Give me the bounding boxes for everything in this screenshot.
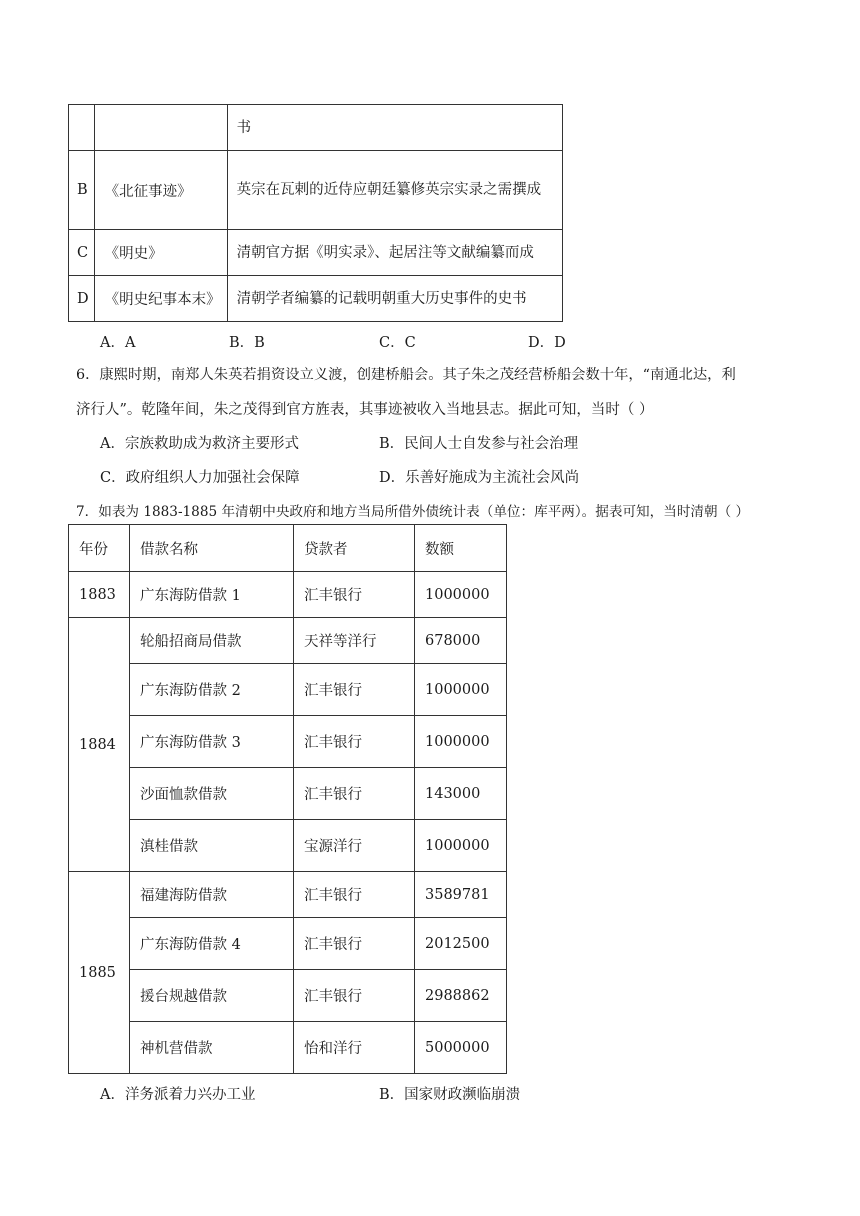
lender-cell: 怡和洋行 — [294, 1022, 415, 1074]
table-header-row — [69, 525, 507, 572]
q5-option-c[interactable]: C．C — [379, 335, 416, 351]
lender-cell: 汇丰银行 — [294, 768, 415, 820]
loan-name-cell: 轮船招商局借款 — [130, 618, 294, 664]
table-row — [69, 768, 507, 820]
year-cell: 1884 — [69, 618, 130, 872]
loan-name-cell: 广东海防借款 4 — [130, 918, 294, 970]
amount-cell: 1000000 — [415, 716, 507, 768]
book-title-cell: 《明史》 — [94, 230, 227, 276]
lender-cell: 汇丰银行 — [294, 970, 415, 1022]
lender-cell: 汇丰银行 — [294, 918, 415, 970]
q5-option-a[interactable]: A．A — [100, 335, 136, 351]
amount-cell: 5000000 — [415, 1022, 507, 1074]
description-cell: 书 — [227, 105, 562, 151]
loan-name-cell: 神机营借款 — [130, 1022, 294, 1074]
q6-option-d[interactable]: D．乐善好施成为主流社会风尚 — [379, 470, 580, 486]
loan-name-cell: 广东海防借款 2 — [130, 664, 294, 716]
option-label-cell: C — [69, 230, 95, 276]
table-row — [69, 970, 507, 1022]
table-row — [69, 820, 507, 872]
book-title-cell — [94, 105, 227, 151]
table-row — [69, 716, 507, 768]
q7-option-a[interactable]: A．洋务派着力兴办工业 — [100, 1087, 256, 1103]
q6-stem-line2: 济行人”。乾隆年间，朱之茂得到官方旌表，其事迹被收入当地县志。据此可知，当时（ ） — [76, 402, 654, 418]
year-cell: 1885 — [69, 872, 130, 1074]
q5-table — [68, 104, 563, 322]
q6-option-a[interactable]: A．宗族救助成为救济主要形式 — [100, 436, 299, 452]
year-cell: 1883 — [69, 572, 130, 618]
loan-name-cell: 沙面恤款借款 — [130, 768, 294, 820]
q5-option-d[interactable]: D．D — [528, 335, 566, 351]
loan-name-cell: 广东海防借款 1 — [130, 572, 294, 618]
header-amount: 数额 — [415, 525, 507, 572]
q7-option-b[interactable]: B．国家财政濒临崩溃 — [379, 1087, 521, 1103]
lender-cell: 汇丰银行 — [294, 872, 415, 918]
amount-cell: 143000 — [415, 768, 507, 820]
q6-option-c[interactable]: C．政府组织人力加强社会保障 — [100, 470, 300, 486]
amount-cell: 1000000 — [415, 664, 507, 716]
q7-stem: 7．如表为 1883-1885 年清朝中央政府和地方当局所借外债统计表（单位：库平两）。据表可知，当时清朝（ ） — [76, 504, 750, 520]
q5-option-b[interactable]: B．B — [229, 335, 265, 351]
option-label-cell — [69, 105, 95, 151]
lender-cell: 汇丰银行 — [294, 716, 415, 768]
amount-cell: 678000 — [415, 618, 507, 664]
table-row — [69, 664, 507, 716]
book-title-cell: 《北征事迹》 — [94, 151, 227, 230]
description-cell: 清朝学者编纂的记载明朝重大历史事件的史书 — [227, 276, 562, 322]
header-year: 年份 — [69, 525, 130, 572]
q6-option-b[interactable]: B．民间人士自发参与社会治理 — [379, 436, 579, 452]
loan-name-cell: 广东海防借款 3 — [130, 716, 294, 768]
amount-cell: 2988862 — [415, 970, 507, 1022]
amount-cell: 2012500 — [415, 918, 507, 970]
table-row — [69, 276, 563, 322]
lender-cell: 天祥等洋行 — [294, 618, 415, 664]
amount-cell: 1000000 — [415, 820, 507, 872]
amount-cell: 3589781 — [415, 872, 507, 918]
table-row — [69, 1022, 507, 1074]
header-lender: 贷款者 — [294, 525, 415, 572]
book-title-cell: 《明史纪事本末》 — [94, 276, 227, 322]
amount-cell: 1000000 — [415, 572, 507, 618]
description-cell: 英宗在瓦剌的近侍应朝廷纂修英宗实录之需撰成 — [227, 151, 562, 230]
lender-cell: 宝源洋行 — [294, 820, 415, 872]
table-row — [69, 918, 507, 970]
lender-cell: 汇丰银行 — [294, 572, 415, 618]
option-label-cell: B — [69, 151, 95, 230]
table-row — [69, 105, 563, 151]
header-loan-name: 借款名称 — [130, 525, 294, 572]
loan-name-cell: 滇桂借款 — [130, 820, 294, 872]
table-row — [69, 230, 563, 276]
loan-name-cell: 援台规越借款 — [130, 970, 294, 1022]
loan-name-cell: 福建海防借款 — [130, 872, 294, 918]
lender-cell: 汇丰银行 — [294, 664, 415, 716]
table-row — [69, 572, 507, 618]
q7-loan-table — [68, 524, 507, 1074]
table-row — [69, 872, 507, 918]
table-row — [69, 618, 507, 664]
table-row — [69, 151, 563, 230]
option-label-cell: D — [69, 276, 95, 322]
description-cell: 清朝官方据《明实录》、起居注等文献编纂而成 — [227, 230, 562, 276]
q6-stem-line1: 6．康熙时期，南郑人朱英若捐资设立义渡，创建桥船会。其子朱之茂经营桥船会数十年，“南通北达，利 — [76, 367, 736, 383]
